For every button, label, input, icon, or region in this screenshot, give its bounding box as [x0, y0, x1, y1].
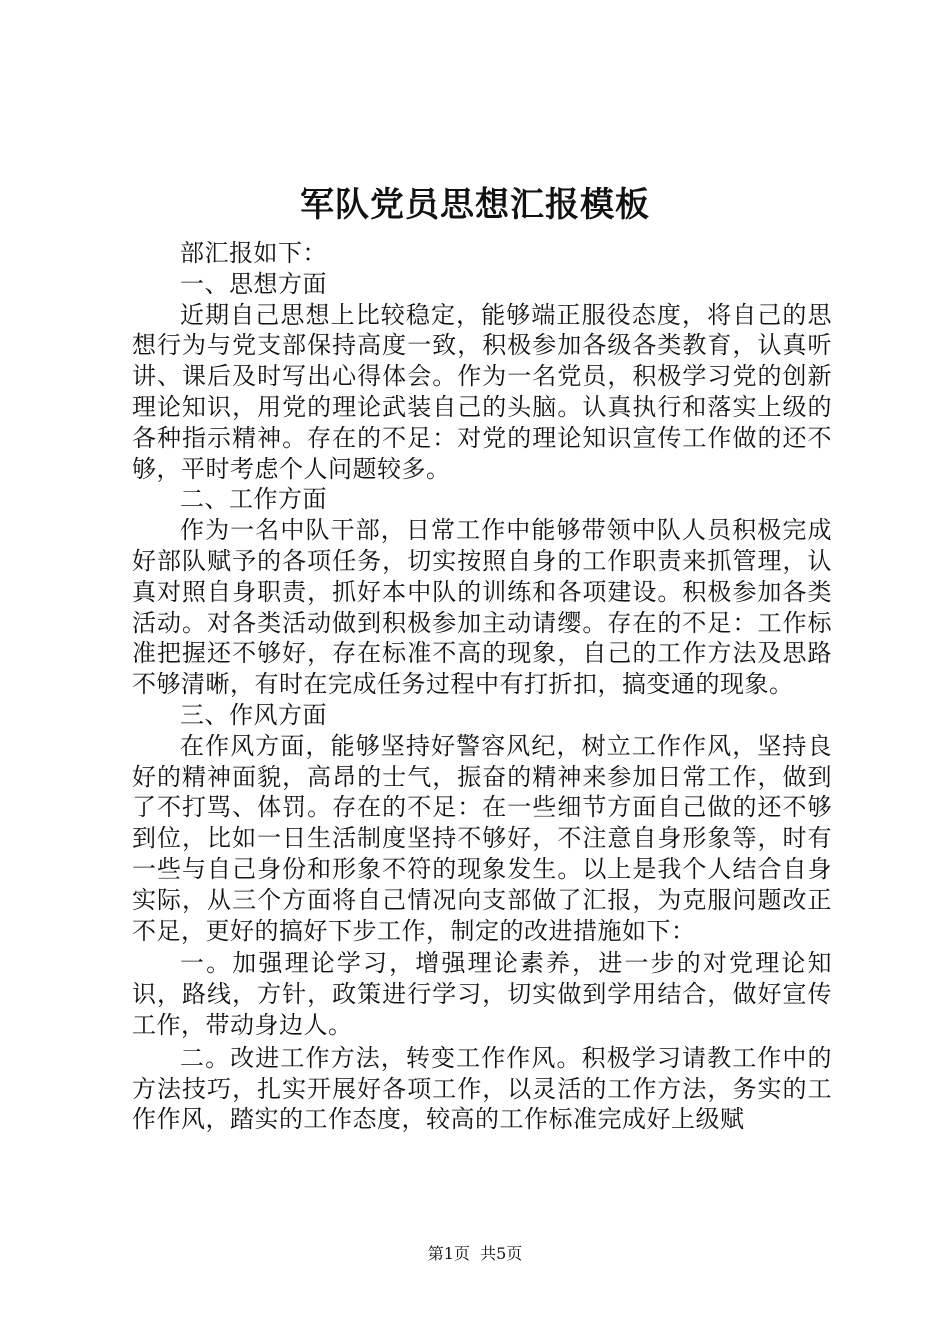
paragraph-intro: 部汇报如下： [180, 239, 327, 267]
page-total: 共5页 [480, 1244, 523, 1263]
paragraph-work: 作为一名中队干部，日常工作中能够带领中队人员积极完成好部队赋予的各项任务，切实按照自身的工作职责来抓管理，认真对照自身职责，抓好本中队的训练和各项建设。积极参加各类活动。对各类活动做到积极参加主动请缨。存在的不足：工作标准把握还不够好，存在标准不高的现象，自己的工作方法及思路不够清晰，有时在完成任务过程中有打折扣，搞变通的现象。 [132, 516, 832, 699]
paragraph-measure-1: 一。加强理论学习，增强理论素养，进一步的对党理论知识，路线，方针，政策进行学习，切实做到学用结合，做好宣传工作，带动身边人。 [132, 949, 832, 1039]
section-heading-work: 二、工作方面 [180, 485, 327, 514]
document-title: 军队党员思想汇报模板 [300, 185, 650, 225]
paragraph-style: 在作风方面，能够坚持好警容风纪，树立工作作风，坚持良好的精神面貌，高昂的士气，振奋的精神来参加日常工作，做到了不打骂、体罚。存在的不足：在一些细节方面自己做的还不够到位，比如一日生活制度坚持不够好，不注意自身形象等，时有一些与自己身份和形象不符的现象发生。以上是我个人结合自身实际，从三个方面将自己情况向支部做了汇报，为克服问题改正不足，更好的搞好下步工作，制定的改进措施如下： [132, 731, 832, 945]
document-body [132, 238, 832, 1135]
section-heading-thought: 一、思想方面 [180, 269, 327, 298]
section-heading-style: 三、作风方面 [180, 700, 327, 729]
paragraph-measure-2: 二。改进工作方法，转变工作作风。积极学习请教工作中的方法技巧，扎实开展好各项工作，以灵活的工作方法，务实的工作作风，踏实的工作态度，较高的工作标准完成好上级赋 [132, 1043, 832, 1134]
paragraph-thought: 近期自己思想上比较稳定，能够端正服役态度，将自己的思想行为与党支部保持高度一致，积极参加各级各类教育，认真听讲、课后及时写出心得体会。作为一名党员，积极学习党的创新理论知识，用党的理论武装自己的头脑。认真执行和落实上级的各种指示精神。存在的不足：对党的理论知识宣传工作做的还不够，平时考虑个人问题较多。 [132, 300, 832, 483]
page-footer [0, 1244, 950, 1264]
page-number: 第1页 [427, 1244, 470, 1263]
